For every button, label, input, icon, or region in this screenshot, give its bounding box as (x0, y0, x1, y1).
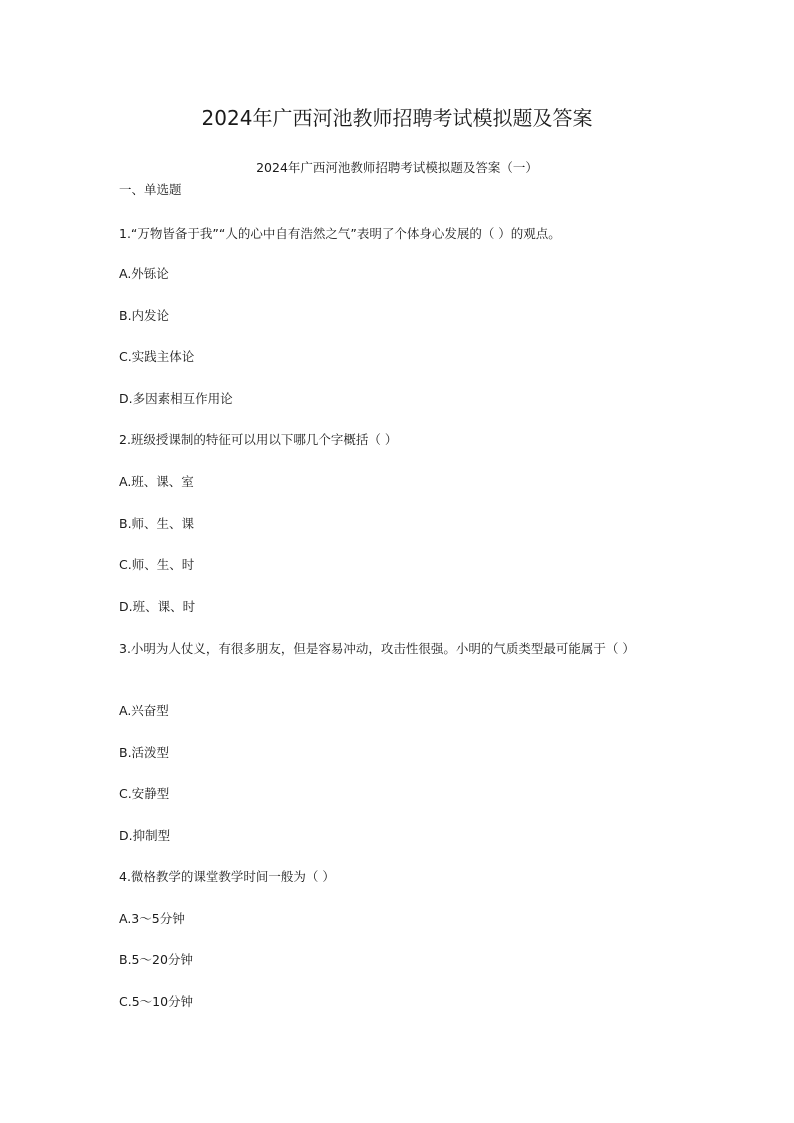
question-2-option-d: D.班、课、时 (119, 599, 196, 614)
question-2-option-a: A.班、课、室 (119, 474, 194, 489)
question-2-stem: 2.班级授课制的特征可以用以下哪几个字概括（ ） (119, 432, 398, 447)
question-1-option-b: B.内发论 (119, 308, 170, 323)
question-3-option-b: B.活泼型 (119, 745, 170, 760)
question-3-option-a: A.兴奋型 (119, 703, 169, 718)
document-subtitle: 2024年广西河池教师招聘考试模拟题及答案（一） (256, 160, 538, 175)
section-heading: 一、单选题 (119, 182, 182, 197)
question-3-option-d: D.抑制型 (119, 828, 171, 843)
question-3-option-c: C.安静型 (119, 786, 170, 801)
question-4-option-b: B.5～20分钟 (119, 952, 193, 967)
question-2-option-c: C.师、生、时 (119, 557, 195, 572)
question-4-option-c: C.5～10分钟 (119, 994, 194, 1009)
question-1-option-c: C.实践主体论 (119, 349, 195, 364)
document-title: 2024年广西河池教师招聘考试模拟题及答案 (201, 106, 593, 130)
question-2-option-b: B.师、生、课 (119, 516, 195, 531)
question-3-stem: 3.小明为人仗义，有很多朋友，但是容易冲动，攻击性很强。小明的气质类型最可能属于（ ） (119, 641, 635, 656)
question-1-stem: 1.“万物皆备于我”“人的心中自有浩然之气”表明了个体身心发展的（ ）的观点。 (119, 226, 561, 241)
question-4-option-a: A.3～5分钟 (119, 911, 185, 926)
question-1-option-d: D.多因素相互作用论 (119, 391, 233, 406)
question-1-option-a: A.外铄论 (119, 266, 169, 281)
question-4-stem: 4.微格教学的课堂教学时间一般为（ ） (119, 869, 335, 884)
